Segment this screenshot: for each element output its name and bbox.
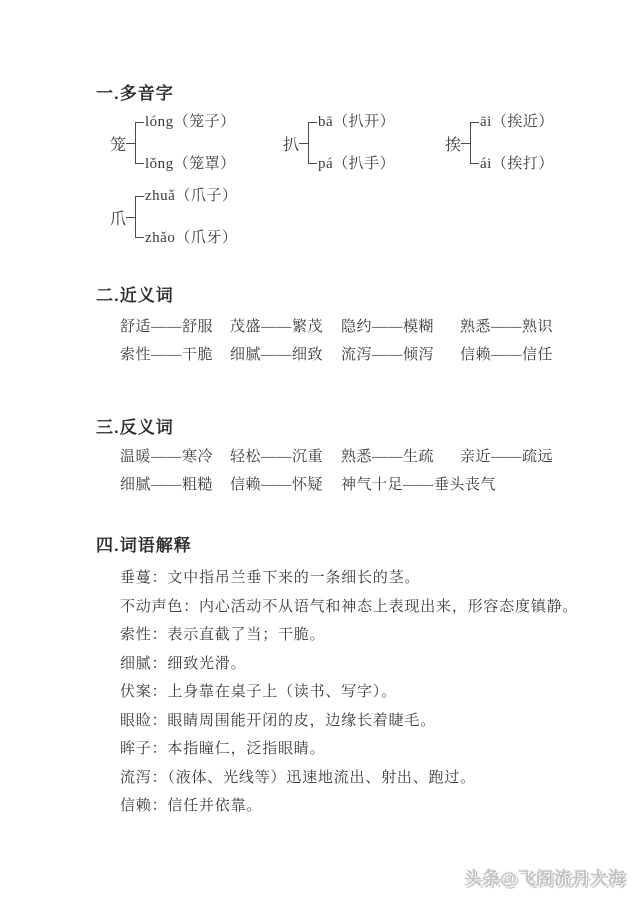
definition-item xyxy=(120,769,600,787)
pinyin-entry: zhǎo（爪牙） xyxy=(145,230,238,246)
definition-meaning: 眼睛周围能开闭的皮，边缘长着睫毛。 xyxy=(167,712,437,729)
brace-connector xyxy=(461,143,470,144)
definition-term: 眼睑： xyxy=(120,712,168,729)
synonym-pair: 索性——干脆 xyxy=(120,347,214,363)
pinyin-entry: bā（扒开） xyxy=(318,114,396,130)
polyphonic-row-1 xyxy=(110,114,600,172)
definition-term: 流泻： xyxy=(120,769,168,786)
definition-item xyxy=(120,683,600,701)
definition-term: 信赖： xyxy=(120,798,168,814)
polyphonic-slot xyxy=(445,114,554,172)
definition-item xyxy=(120,740,600,758)
polyphonic-group-long xyxy=(110,114,283,172)
polyphonic-char: 笼 xyxy=(110,136,127,154)
synonym-pair: 流泻——倾泻 xyxy=(341,347,435,363)
definitions-list xyxy=(96,569,600,815)
polyphonic-group-ba xyxy=(283,114,445,172)
definition-term: 伏案： xyxy=(120,684,168,700)
definition-term: 索性： xyxy=(120,627,168,643)
antonym-pair: 温暖——寒冷 xyxy=(120,449,214,465)
polyphonic-group-ai xyxy=(445,114,554,172)
brace-connector xyxy=(126,143,135,144)
antonym-pair: 信赖——怀疑 xyxy=(230,477,324,493)
synonym-pair: 舒适——舒服 xyxy=(120,319,214,335)
definition-term: 不动声色： xyxy=(120,598,200,615)
brace-icon xyxy=(135,196,143,238)
definition-item xyxy=(120,626,600,644)
synonyms-grid xyxy=(96,318,600,365)
synonym-pair: 隐约——模糊 xyxy=(341,319,435,335)
pinyin-entries xyxy=(143,188,237,246)
synonym-pair: 细腻——细致 xyxy=(230,347,324,363)
pinyin-entry: zhuǎ（爪子） xyxy=(145,188,238,204)
polyphonic-slot xyxy=(283,114,445,172)
definition-term: 垂蔓： xyxy=(120,570,168,586)
polyphonic-row-2 xyxy=(110,188,600,246)
definition-meaning: 细致光滑。 xyxy=(167,655,247,672)
definition-meaning: （液体、光线等）迅速地流出、射出、跑过。 xyxy=(167,769,476,786)
polyphonic-section xyxy=(96,114,600,246)
pinyin-entry: ái（挨打） xyxy=(480,156,554,172)
polyphonic-slot xyxy=(110,114,283,172)
pinyin-entries xyxy=(478,114,554,172)
definition-meaning: 表示直截了当；干脆。 xyxy=(167,627,326,643)
antonym-pair: 神气十足——垂头丧气 xyxy=(341,477,497,493)
brace-connector xyxy=(299,143,308,144)
antonym-pair: 轻松——沉重 xyxy=(230,449,324,465)
pinyin-entry: pá（扒手） xyxy=(318,156,396,172)
definition-item xyxy=(120,712,600,730)
brace-icon xyxy=(308,122,316,164)
synonym-pair: 熟悉——熟识 xyxy=(460,319,554,335)
definition-item xyxy=(120,655,600,673)
pinyin-entry: lǒng（笼罩） xyxy=(145,156,236,172)
pinyin-entry: āi（挨近） xyxy=(480,114,554,130)
brace-connector xyxy=(126,217,135,218)
definition-item xyxy=(120,598,600,616)
definition-term: 眸子： xyxy=(120,741,168,757)
antonyms-grid xyxy=(96,448,600,495)
watermark: 头条@飞阁流丹大海 xyxy=(464,869,626,888)
definition-meaning: 文中指吊兰垂下来的一条细长的茎。 xyxy=(167,570,421,586)
brace-icon xyxy=(135,122,143,164)
polyphonic-group-zhua xyxy=(110,188,283,246)
definition-meaning: 上身靠在桌子上（读书、写字）。 xyxy=(167,684,397,700)
polyphonic-char: 扒 xyxy=(283,136,300,154)
heading-definitions: 四.词语解释 xyxy=(96,536,192,555)
definition-term: 细腻： xyxy=(120,655,168,672)
definition-meaning: 内心活动不从语气和神态上表现出来，形容态度镇静。 xyxy=(199,598,579,615)
pinyin-entries xyxy=(316,114,395,172)
pinyin-entry: lóng（笼子） xyxy=(145,114,236,130)
antonym-pair: 细腻——粗糙 xyxy=(120,477,214,493)
heading-antonyms: 三.反义词 xyxy=(96,418,174,437)
synonym-pair: 信赖——信任 xyxy=(460,347,554,363)
synonym-pair: 茂盛——繁茂 xyxy=(230,319,324,335)
pinyin-entries xyxy=(143,114,236,172)
polyphonic-char: 爪 xyxy=(110,210,127,228)
heading-synonyms: 二.近义词 xyxy=(96,286,174,305)
polyphonic-slot xyxy=(110,188,283,246)
polyphonic-char: 挨 xyxy=(445,136,462,154)
definition-meaning: 信任并依靠。 xyxy=(167,798,263,814)
definition-item xyxy=(120,797,600,815)
definition-meaning: 本指瞳仁，泛指眼睛。 xyxy=(167,741,326,757)
brace-icon xyxy=(470,122,478,164)
antonym-pair: 亲近——疏远 xyxy=(460,449,554,465)
definition-item xyxy=(120,569,600,587)
antonym-pair: 熟悉——生疏 xyxy=(341,449,435,465)
heading-polyphonic: 一.多音字 xyxy=(96,84,174,103)
